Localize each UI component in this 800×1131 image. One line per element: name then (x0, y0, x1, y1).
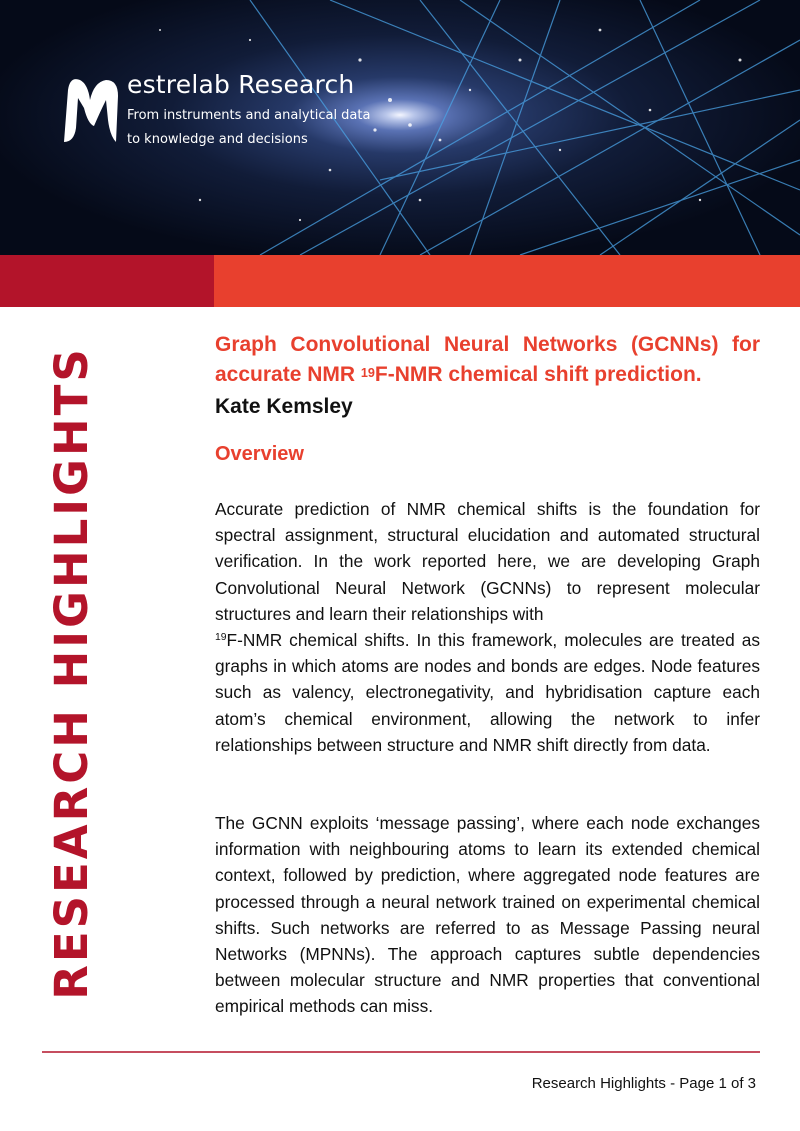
author-name: Kate Kemsley (215, 395, 353, 418)
brand-name: estrelab Research (127, 70, 355, 99)
section-heading: Overview (215, 443, 304, 465)
title-line-2-start: accurate NMR (215, 363, 361, 386)
sidebar-vertical-label: RESEARCH HIGHLIGHTS (45, 346, 98, 1000)
footer-divider (42, 1049, 760, 1055)
tagline-line-1: From instruments and analytical data (127, 108, 371, 123)
mestrelab-m-logo-icon (58, 70, 124, 150)
paragraph-1-superscript: 19 (215, 632, 227, 644)
header-banner (0, 0, 800, 255)
tagline-line-2: to knowledge and decisions (127, 132, 308, 147)
color-stripe-dark (0, 255, 214, 307)
title-line-1: Graph Convolutional Neural Networks (GCNNs) for (215, 333, 760, 356)
title-line-2-end: F-NMR chemical shift prediction. (374, 363, 702, 386)
footer-page-label: Research Highlights - Page 1 of 3 (531, 1075, 756, 1092)
body-paragraph-1 (215, 496, 760, 758)
color-stripe-light (214, 255, 800, 307)
body-paragraph-2: The GCNN exploits ‘message passing’, where each node exchanges information with neighbouring atoms to learn its extended chemical context, followed by prediction, where aggregated node features are processed through a neural network trained on experimental chemical shifts. Such networks are referred to as Message Passing neural Networks (MPNNs). The approach captures subtle dependencies between molecular structure and NMR properties that conventional empirical methods can miss. (215, 813, 760, 1017)
title-superscript: 19 (360, 366, 375, 381)
paragraph-1-end: F-NMR chemical shifts. In this framework, molecules are treated as graphs in which atoms are nodes and bonds are edges. Node features such as valency, electronegativity, and hybridisation capture each atom’s chemical environment, allowing the network to infer relationships between structure and NMR shift directly from data. (215, 630, 760, 755)
paragraph-1-start: Accurate prediction of NMR chemical shifts is the foundation for spectral assignment, structural elucidation and automated structural verification. In the work reported here, we are developing Graph Convolutional Neural Network (GCNNs) to represent molecular structures and learn their relationships with (215, 499, 760, 624)
article-title (215, 330, 760, 390)
